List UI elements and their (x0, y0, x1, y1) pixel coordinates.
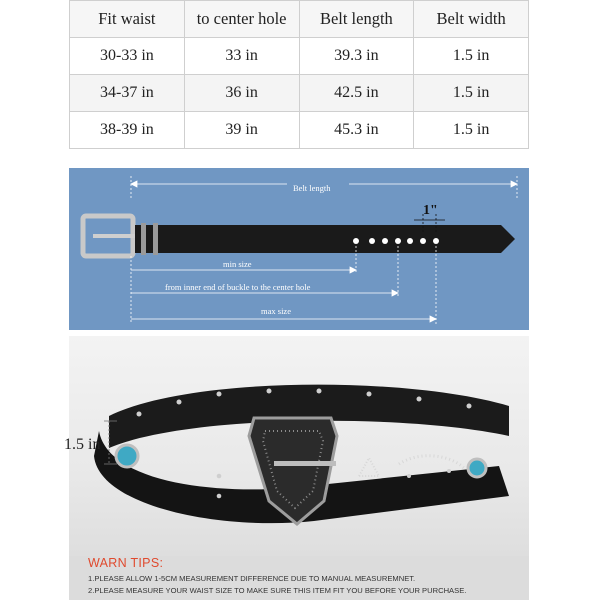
cell-fit-waist: 34-37 in (70, 75, 185, 112)
diagram-svg (69, 168, 529, 330)
header-belt-length: Belt length (299, 1, 414, 38)
table-row (70, 112, 529, 149)
cell-center-hole: 33 in (184, 38, 299, 75)
header-belt-width: Belt width (414, 1, 529, 38)
belt-keeper-2 (153, 223, 158, 255)
warn-tip-line: 2.PLEASE MEASURE YOUR WAIST SIZE TO MAKE SURE THIS ITEM FIT YOU BEFORE YOUR PURCHASE. (88, 586, 467, 595)
size-chart-table (69, 0, 529, 149)
cell-fit-waist: 38-39 in (70, 112, 185, 149)
belt-hole (353, 238, 359, 244)
cell-center-hole: 36 in (184, 75, 299, 112)
cell-belt-width: 1.5 in (414, 112, 529, 149)
belt-keeper-1 (141, 223, 146, 255)
belt-length-label: Belt length (293, 183, 331, 193)
cell-belt-length: 42.5 in (299, 75, 414, 112)
header-center-hole: to center hole (184, 1, 299, 38)
cell-belt-width: 1.5 in (414, 75, 529, 112)
decorative-studs (399, 456, 464, 468)
belt-width-label: 1.5 in (64, 436, 101, 453)
table-row (70, 75, 529, 112)
cell-fit-waist: 30-33 in (70, 38, 185, 75)
belt-hole (395, 238, 401, 244)
cell-center-hole: 39 in (184, 112, 299, 149)
belt-photo-svg (69, 336, 529, 556)
belt-product-photo (69, 336, 529, 556)
center-hole-label: from inner end of buckle to the center hole (165, 282, 311, 292)
cell-belt-width: 1.5 in (414, 38, 529, 75)
warn-tip-line: 1.PLEASE ALLOW 1-5CM MEASUREMENT DIFFERENCE DUE TO MANUAL MEASUREMNET. (88, 574, 416, 583)
belt-hole (420, 238, 426, 244)
max-size-label: max size (261, 306, 291, 316)
belt-hole (433, 238, 439, 244)
cell-belt-length: 39.3 in (299, 38, 414, 75)
hole-spacing-label: 1" (423, 203, 438, 218)
header-fit-waist: Fit waist (70, 1, 185, 38)
warn-tips-panel (69, 556, 529, 600)
min-size-label: min size (223, 259, 252, 269)
warn-tips-title: WARN TIPS: (88, 556, 164, 570)
belt-measurement-diagram (69, 168, 529, 330)
belt-hole (382, 238, 388, 244)
belt-strap-shape (135, 225, 515, 253)
table-row (70, 38, 529, 75)
belt-hole (369, 238, 375, 244)
decorative-triangle-icon (359, 458, 379, 476)
table-header-row (70, 1, 529, 38)
belt-hole (407, 238, 413, 244)
cell-belt-length: 45.3 in (299, 112, 414, 149)
